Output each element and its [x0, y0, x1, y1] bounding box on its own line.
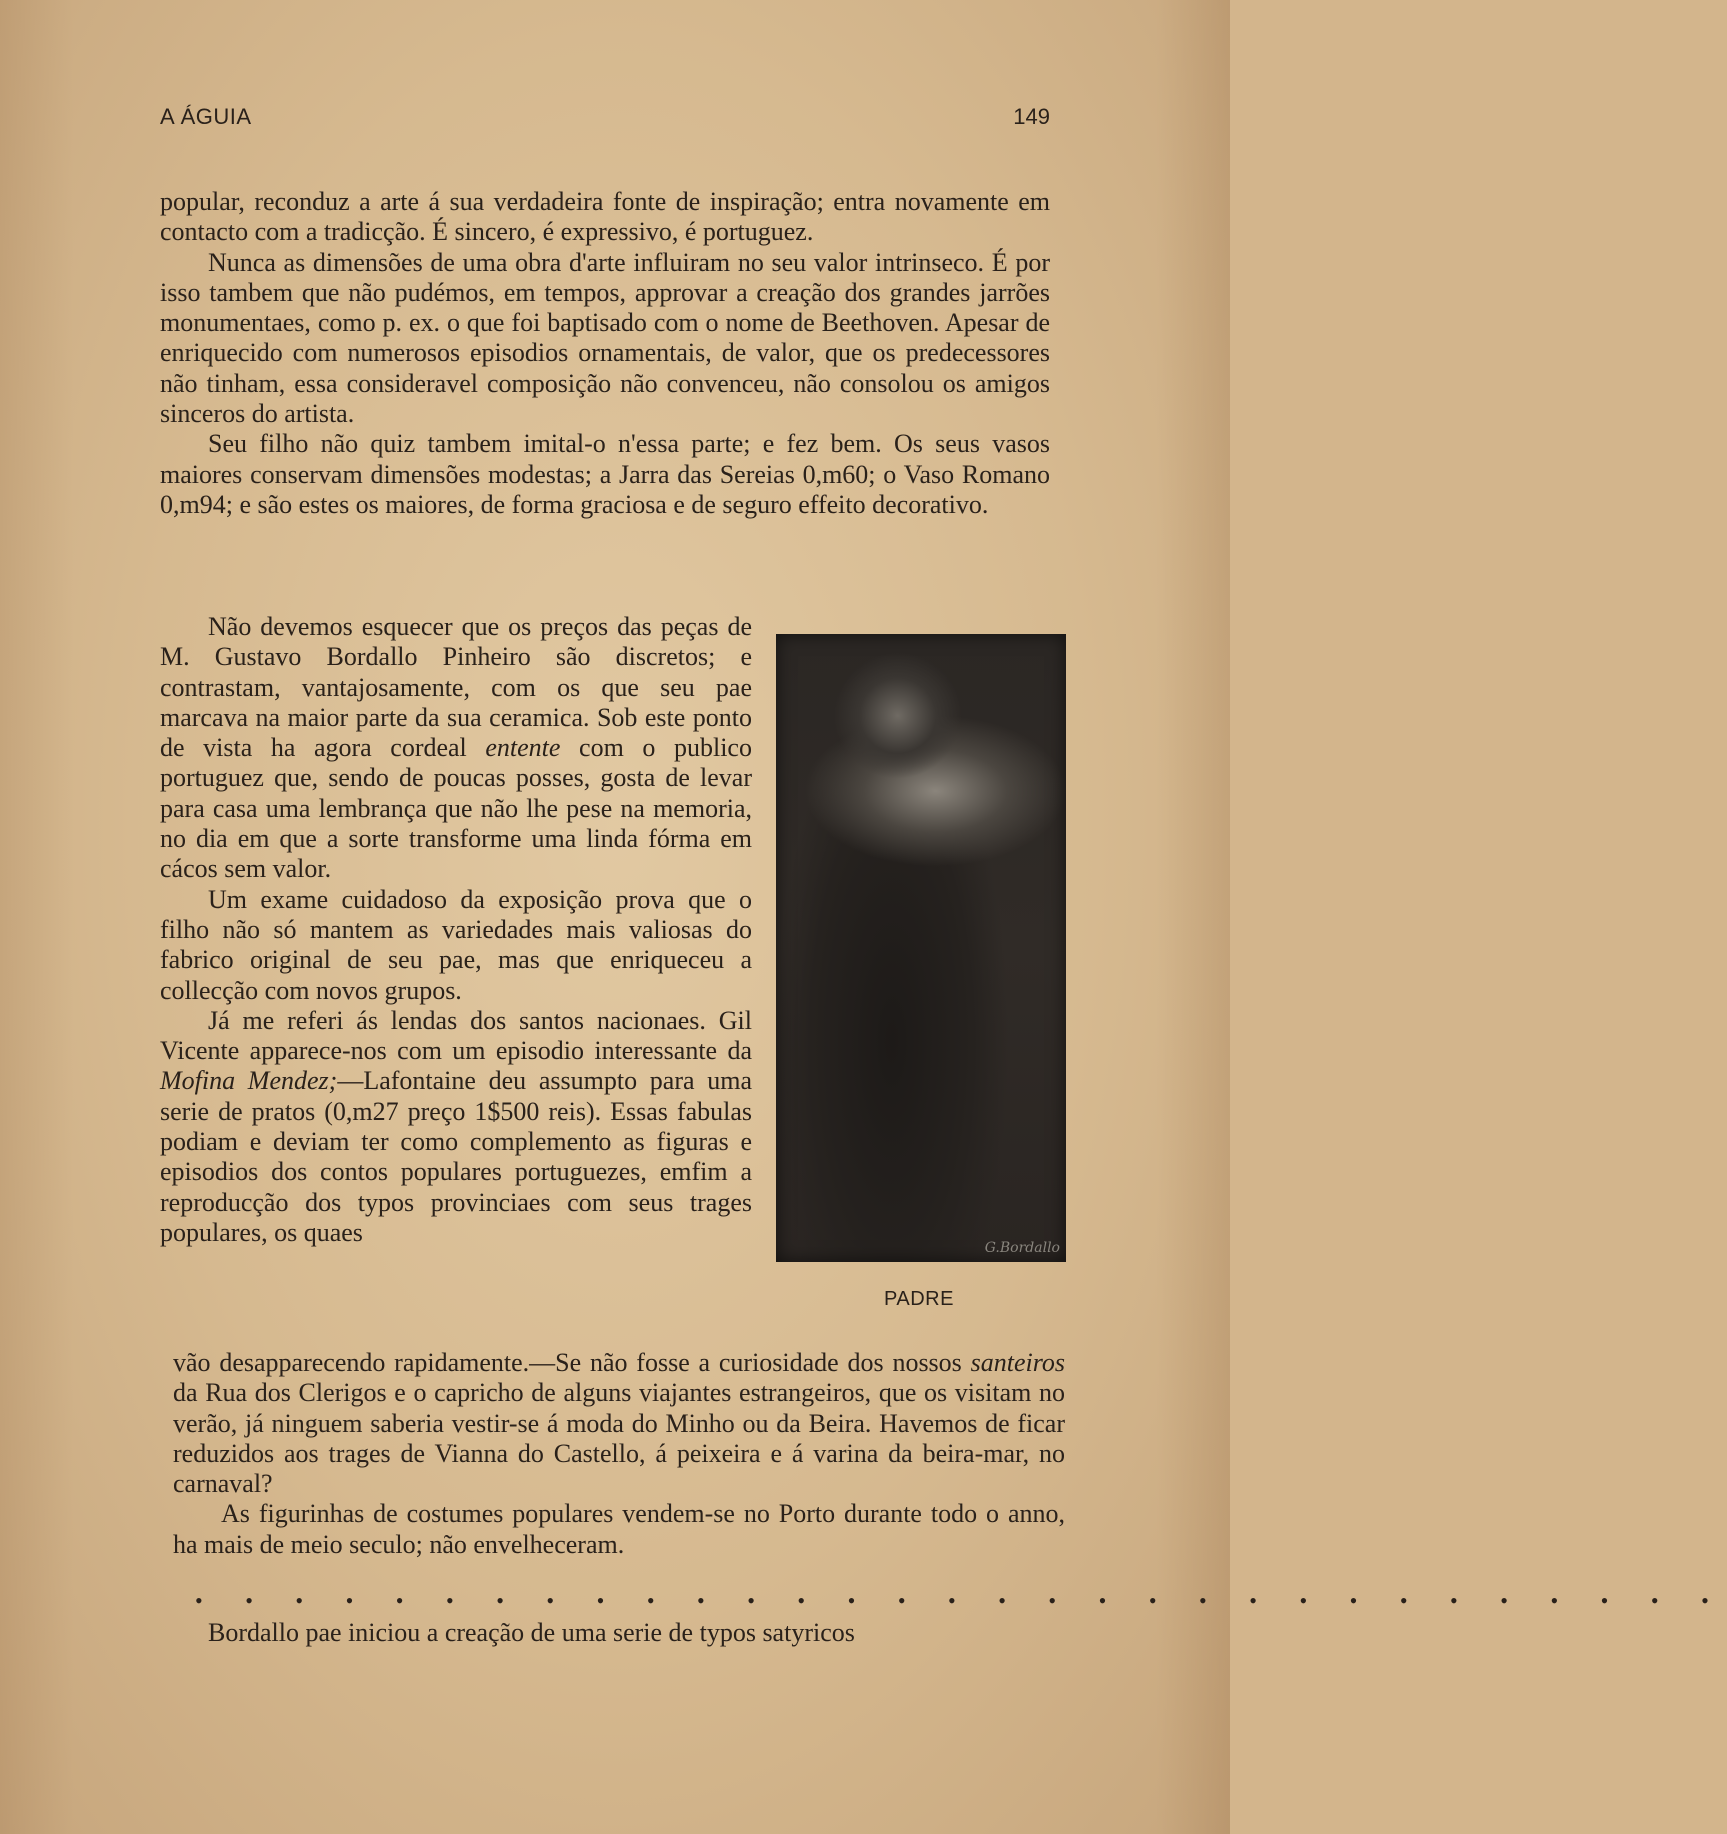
padre-figurine-photo	[776, 634, 1066, 1262]
text-run: vão desapparecendo rapidamente.—Se não fosse a curiosidade dos nossos	[173, 1348, 971, 1377]
wrapped-text-block	[160, 612, 752, 1248]
section-separator: • • • • • • • • • • • • • • • • • • • • • • • • • • • • • • •	[195, 1588, 1727, 1613]
text-run: Já me referi ás lendas dos santos nacionaes. Gil Vicente apparece-nos com um episodio interessante da	[160, 1005, 752, 1066]
paragraph: Bordallo pae iniciou a creação de uma serie de typos satyricos	[208, 1618, 855, 1647]
paragraph: Seu filho não quiz tambem imital-o n'essa parte; e fez bem. Os seus vasos maiores conservam dimensões modestas; a Jarra das Sereias 0,m60; o Vaso Romano 0,m94; e são estes os maiores, de forma graciosa e de seguro effeito decorativo.	[160, 429, 1050, 519]
page-number: 149	[1013, 104, 1050, 129]
running-title: A ÁGUIA	[160, 104, 252, 129]
italic-title: Mofina Mendez;	[160, 1066, 338, 1096]
paragraph	[160, 612, 752, 885]
text-run: com o publico portuguez que, sendo de poucas posses, gosta de levar para casa uma lembrança que não lhe pese na memoria, no dia em que a sorte transforme uma linda fórma em cácos sem valor.	[160, 733, 752, 884]
photo-signature: G.Bordallo	[984, 1240, 1060, 1256]
text-run: da Rua dos Clerigos e o capricho de alguns viajantes estrangeiros, que os visitam no verão, já ninguem saberia vestir-se á moda do Minho ou da Beira. Havemos de ficar reduzidos aos trages de Vianna do Castello, á peixeira e á varina da beira-mar, no carnaval?	[173, 1378, 1065, 1499]
paragraph: Nunca as dimensões de uma obra d'arte influiram no seu valor intrinseco. É por isso tambem que não pudémos, em tempos, approvar a creação dos grandes jarrões monumentaes, como p. ex. o que foi baptisado com o nome de Beethoven. Apesar de enriquecido com numerosos episodios ornamentais, de valor, que os predecessores não tinham, essa consideravel composição não convenceu, não consolou os amigos sinceros do artista.	[160, 247, 1050, 429]
photo-caption: PADRE	[884, 1288, 954, 1310]
text-run: —Lafontaine deu assumpto para uma serie de pratos (0,m27 preço 1$500 reis). Essas fabulas podiam e deviam ter como complemento as figuras e episodios dos contos populares portuguezes, emfim a reproducção dos typos provinciaes com seus trages populares, os quaes	[160, 1066, 753, 1247]
paragraph: As figurinhas de costumes populares vendem-se no Porto durante todo o anno, ha mais de meio seculo; não envelheceram.	[173, 1499, 1065, 1559]
bottom-text-block	[173, 1348, 1065, 1560]
paragraph	[173, 1348, 1065, 1499]
final-text-block	[160, 1618, 1050, 1648]
paragraph	[160, 1006, 752, 1248]
italic-term: entente	[485, 733, 561, 763]
page-header	[160, 104, 1050, 134]
text-run: Não devemos esquecer que os preços das peças de M. Gustavo Bordallo Pinheiro são discretos; e contrastam, vantajosamente, com os que seu pae marcava na maior parte da sua ceramica. Sob este ponto de vista ha agora cordeal	[160, 612, 752, 763]
paragraph: popular, reconduz a arte á sua verdadeira fonte de inspiração; entra novamente em contacto com a tradicção. É sincero, é expressivo, é portuguez.	[160, 187, 1050, 247]
paragraph: Um exame cuidadoso da exposição prova que o filho não só mantem as variedades mais valiosas do fabrico original de seu pae, mas que enriqueceu a collecção com novos grupos.	[160, 884, 752, 1005]
top-text-block	[160, 187, 1050, 520]
italic-term: santeiros	[970, 1348, 1065, 1377]
